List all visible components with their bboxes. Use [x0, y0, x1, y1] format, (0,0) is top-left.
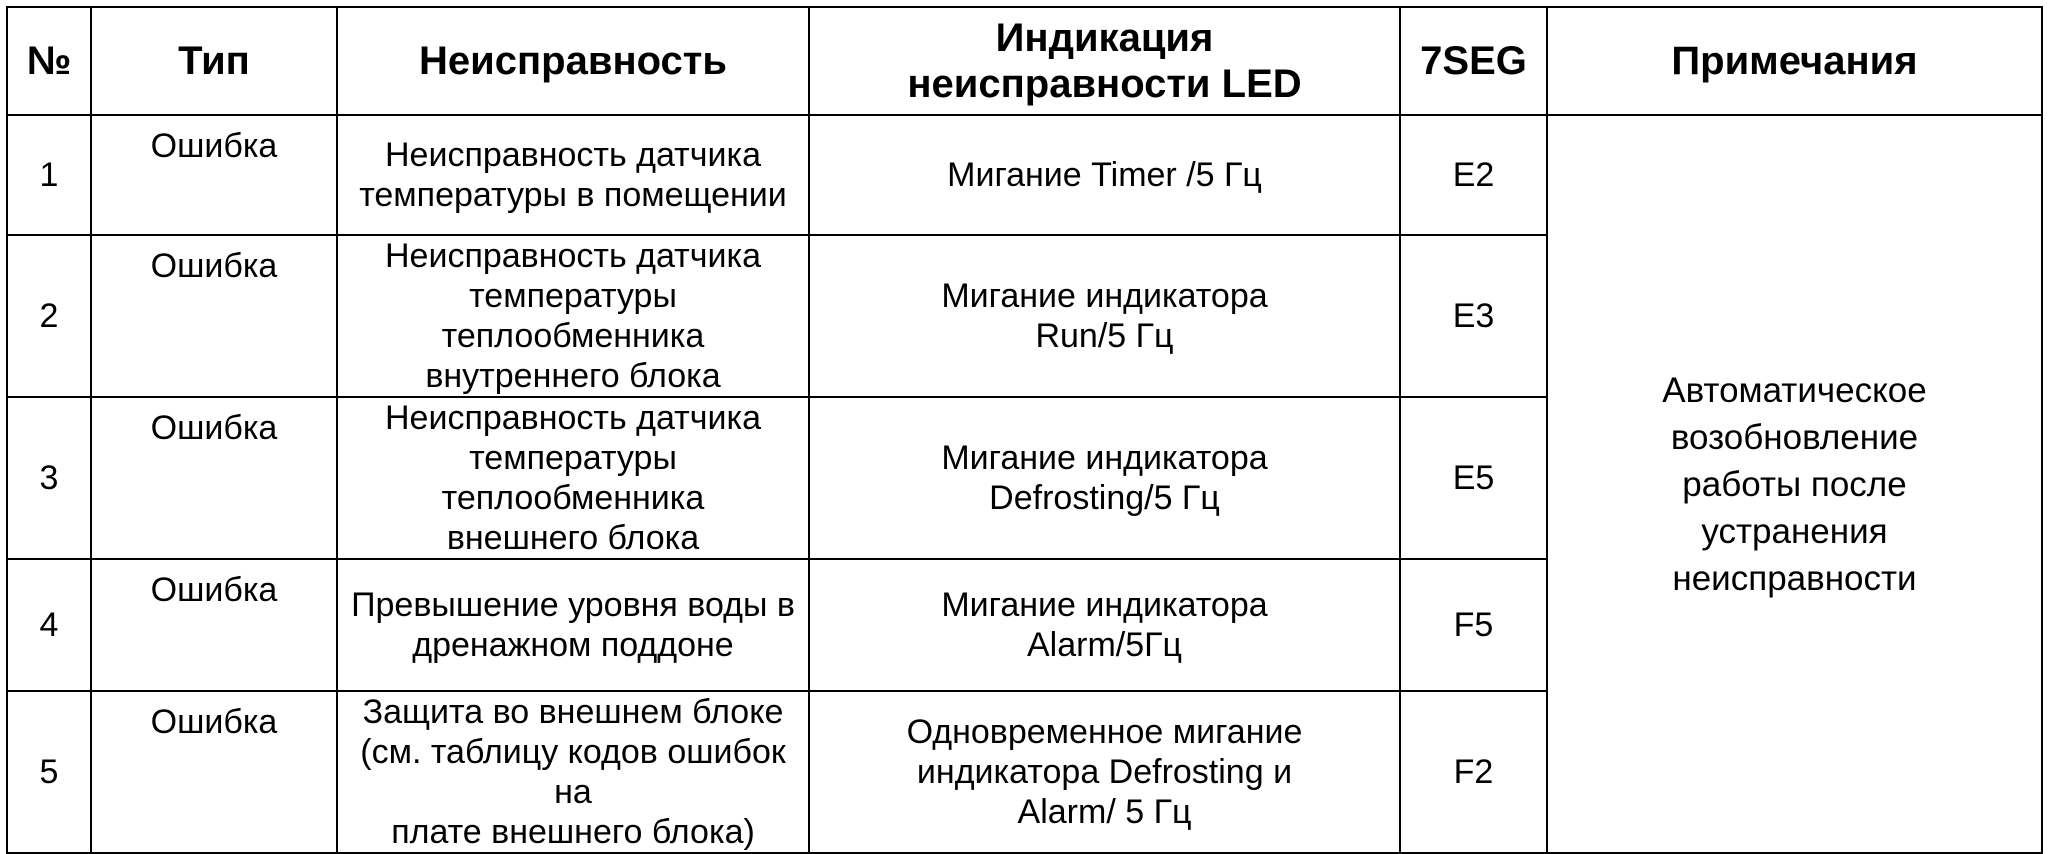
cell-number: 4 — [7, 559, 91, 691]
cell-led — [809, 691, 1400, 853]
led-line: Run/5 Гц — [1035, 317, 1174, 355]
fault-code-table — [6, 6, 2043, 854]
cell-number: 5 — [7, 691, 91, 853]
note-line: работы после — [1682, 464, 1907, 504]
fault-line: Неисправность датчика — [385, 399, 761, 437]
fault-line: температуры теплообменника — [441, 277, 705, 355]
cell-led — [809, 115, 1400, 235]
header-number: № — [7, 7, 91, 115]
header-type: Тип — [91, 7, 337, 115]
led-line: Мигание Timer /5 Гц — [947, 156, 1262, 194]
fault-line: внутреннего блока — [425, 357, 721, 395]
note-line: Автоматическое — [1662, 370, 1927, 410]
led-line: Мигание индикатора — [941, 277, 1268, 315]
fault-line: внешнего блока — [446, 519, 700, 557]
led-line: Alarm/5Гц — [1026, 626, 1183, 664]
cell-fault — [337, 691, 809, 853]
cell-type: Ошибка — [91, 397, 337, 559]
header-notes: Примечания — [1547, 7, 2042, 115]
header-led-line-2: неисправности LED — [907, 62, 1302, 106]
fault-line: температуры теплообменника — [441, 439, 705, 517]
cell-7seg: E3 — [1400, 235, 1547, 397]
led-line: Alarm/ 5 Гц — [1017, 793, 1192, 831]
table-row — [7, 115, 2042, 235]
fault-line: Защита во внешнем блоке — [362, 693, 784, 731]
cell-type: Ошибка — [91, 559, 337, 691]
table-header-row — [7, 7, 2042, 115]
led-line: Мигание индикатора — [941, 439, 1268, 477]
note-line: неисправности — [1672, 558, 1917, 598]
led-line: Мигание индикатора — [941, 586, 1268, 624]
led-line: индикатора Defrosting и — [916, 753, 1293, 791]
fault-line: дренажном поддоне — [412, 626, 734, 664]
fault-line: плате внешнего блока) — [391, 813, 755, 851]
cell-type: Ошибка — [91, 115, 337, 235]
cell-fault — [337, 235, 809, 397]
cell-7seg: E2 — [1400, 115, 1547, 235]
cell-number: 3 — [7, 397, 91, 559]
note-line: возобновление — [1670, 417, 1919, 457]
cell-7seg: E5 — [1400, 397, 1547, 559]
fault-line: Неисправность датчика — [385, 237, 761, 275]
header-led-indication — [809, 7, 1400, 115]
cell-fault — [337, 397, 809, 559]
cell-type: Ошибка — [91, 691, 337, 853]
header-fault: Неисправность — [337, 7, 809, 115]
header-7seg: 7SEG — [1400, 7, 1547, 115]
cell-number: 1 — [7, 115, 91, 235]
led-line: Defrosting/5 Гц — [989, 479, 1220, 517]
fault-line: температуры в помещении — [359, 176, 787, 214]
cell-type: Ошибка — [91, 235, 337, 397]
note-line: устранения — [1701, 511, 1888, 551]
fault-line: Превышение уровня воды в — [351, 586, 795, 624]
cell-7seg: F2 — [1400, 691, 1547, 853]
cell-number: 2 — [7, 235, 91, 397]
cell-7seg: F5 — [1400, 559, 1547, 691]
cell-fault — [337, 115, 809, 235]
cell-led — [809, 397, 1400, 559]
cell-fault — [337, 559, 809, 691]
fault-line: (см. таблицу кодов ошибок на — [360, 733, 786, 811]
cell-led — [809, 559, 1400, 691]
cell-notes — [1547, 115, 2042, 853]
header-led-line-1: Индикация — [995, 16, 1214, 60]
cell-led — [809, 235, 1400, 397]
led-line: Одновременное мигание — [906, 713, 1303, 751]
fault-line: Неисправность датчика — [385, 136, 761, 174]
